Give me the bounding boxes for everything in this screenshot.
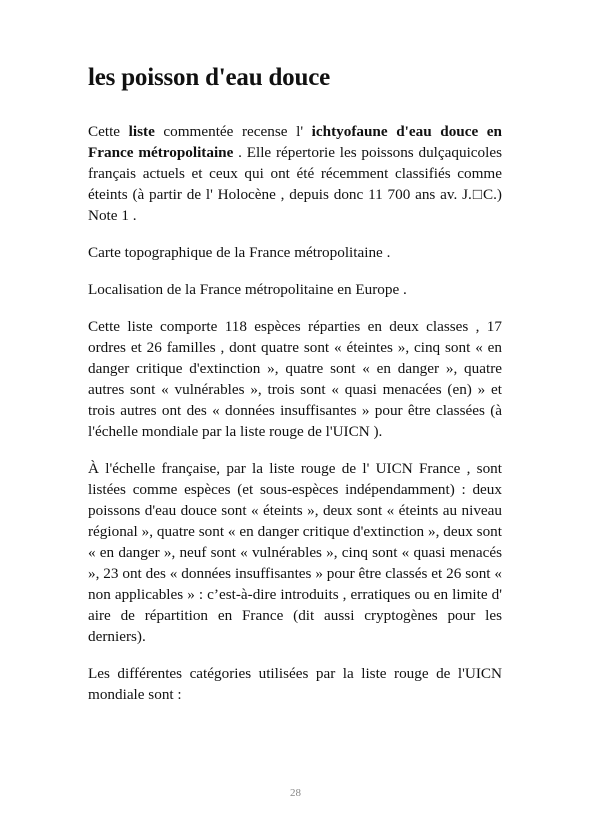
page-number: 28 — [290, 787, 301, 799]
paragraph-species-count: Cette liste comporte 118 espèces réparties en deux classes , 17 ordres et 26 familles , dont quatre sont « éteintes », cinq sont « en danger critique d'extinction », quatre sont « en danger », quatre autres sont « vulnérables », trois sont « quasi menacées (en) » et trois autres ont des « données insuffisantes » pour être classées (à l'échelle mondiale par la liste rouge de l'UICN ). — [88, 317, 502, 440]
map-caption-localisation: Localisation de la France métropolitaine en Europe . — [88, 280, 407, 298]
intro-paragraph — [88, 121, 502, 226]
intro-text-1: Cette — [88, 122, 129, 140]
intro-bold-ichtyofaune: ichtyofaune d'eau douce en France métropolitaine — [88, 122, 502, 161]
paragraph-categories: Les différentes catégories utilisées par la liste rouge de l'UICN mondiale sont : — [88, 664, 502, 703]
document-page — [88, 64, 502, 721]
map-caption-topographique: Carte topographique de la France métropolitaine . — [88, 243, 391, 261]
intro-bold-liste: liste — [128, 122, 155, 140]
document-title: les poisson d'eau douce — [88, 64, 330, 91]
paragraph-french-scale: À l'échelle française, par la liste rouge de l' UICN France , sont listées comme espèces (et sous-espèces indépendamment) : deux poissons d'eau douce sont « éteints », deux sont « éteints au niveau régional », quatre sont « en danger critique d'extinction », deux sont « en danger », neuf sont « vulnérables », cinq sont « quasi menacés », 23 ont des « données insuffisantes » pour être classés et 26 sont « non applicables » : c’est-à-dire introduits , erratiques ou en limite d' aire de répartition en France (dit aussi cryptogènes pour les derniers). — [88, 459, 502, 645]
intro-text-2: commentée recense l' — [154, 122, 312, 140]
intro-text-3: . Elle répertorie les poissons dulçaquicoles français actuels et ceux qui ont été récemment classifiés comme éteints (à partir de l' Holocène , depuis donc 11 700 ans av. J.□C.) Note 1 . — [88, 143, 502, 224]
